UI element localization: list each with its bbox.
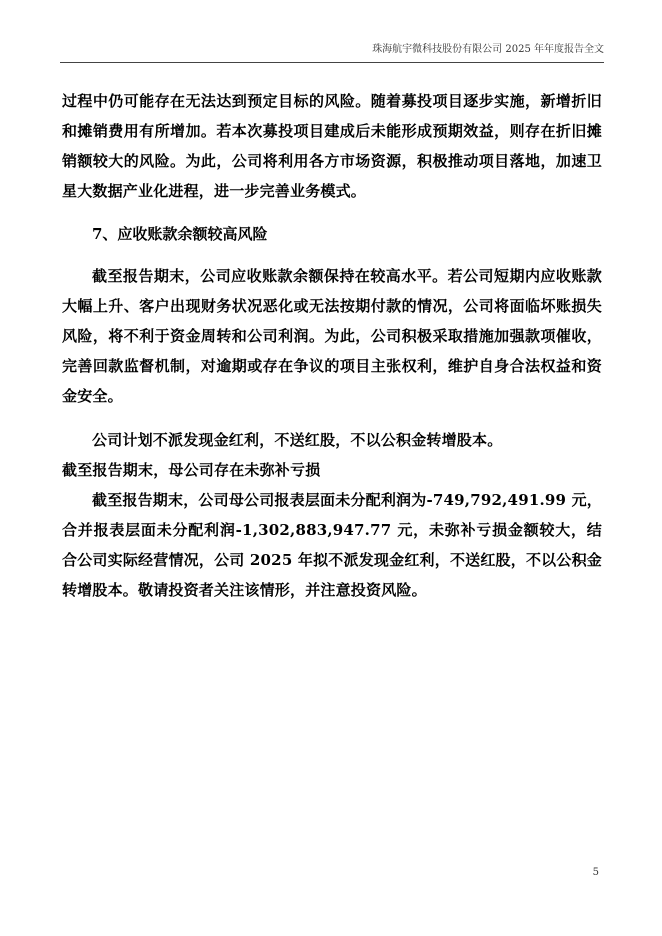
section-heading-uncovered-losses: 截至报告期末，母公司存在未弥补亏损 (62, 461, 321, 479)
paragraph-uncovered-losses: 截至报告期末，公司母公司报表层面未分配利润为-749,792,491.99 元，合并报表层面未分配利润-1,302,883,947.77 元，未弥补亏损金额较大，结合公司实际经营情况，公司 2025 年拟不派发现金红利，不送红股，不以公积金转增股本。敬请投资者关注该情形，并注意投资风险。 (62, 491, 602, 599)
paragraph-continuation: 过程中仍可能存在无法达到预定目标的风险。随着募投项目逐步实施，新增折旧和摊销费用有所增加。若本次募投项目建成后未能形成预期效益，则存在折旧摊销额较大的风险。为此，公司将利用各方市场资源，积极推动项目落地，加速卫星大数据产业化进程，进一步完善业务模式。 (62, 92, 602, 200)
document-header: 珠海航宇微科技股份有限公司 2025 年年度报告全文 (372, 44, 604, 55)
document-body (62, 86, 602, 605)
paragraph-receivables-risk: 截至报告期末，公司应收账款余额保持在较高水平。若公司短期内应收账款大幅上升、客户出现财务状况恶化或无法按期付款的情况，公司将面临坏账损失风险，将不利于资金周转和公司利润。为此，公司积极采取措施加强款项催收，完善回款监督机制，对逾期或存在争议的项目主张权利，维护自身合法权益和资金安全。 (62, 267, 602, 405)
header-divider (60, 62, 604, 63)
paragraph-dividend-plan: 公司计划不派发现金红利，不送红股，不以公积金转增股本。 (92, 431, 503, 449)
page-number: 5 (592, 867, 599, 878)
section-heading-receivables-risk: 7、应收账款余额较高风险 (92, 225, 268, 243)
